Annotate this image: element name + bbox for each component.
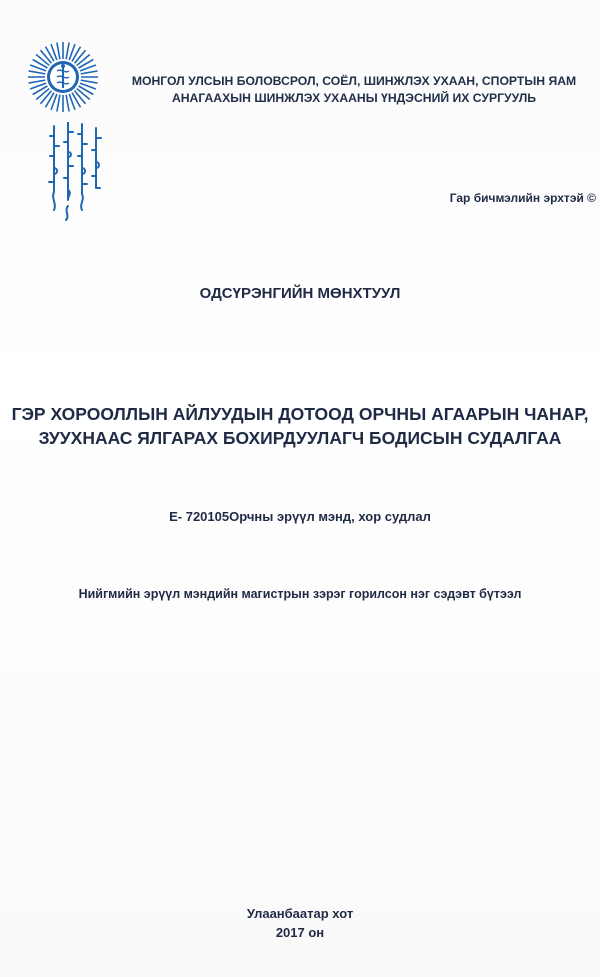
- institution-header: [108, 73, 600, 107]
- place-and-year: [0, 904, 600, 942]
- city: Улаанбаатар хот: [246, 906, 354, 921]
- specialty-code: Е- 720105Орчны эрүүл мэнд, хор судлал: [169, 509, 431, 524]
- university-emblem-icon: [26, 40, 100, 114]
- copyright-notice: Гар бичмэлийн эрхтэй ©: [449, 191, 596, 205]
- year: 2017 он: [275, 925, 325, 940]
- degree-statement: Нийгмийн эрүүл мэндийн магистрын зэрэг горилсон нэг сэдэвт бүтээл: [78, 587, 522, 601]
- university-name: АНАГААХЫН ШИНЖЛЭХ УХААНЫ ҮНДЭСНИЙ ИХ СУРГУУЛЬ: [171, 91, 537, 105]
- thesis-title: [0, 402, 600, 450]
- ministry-name: МОНГОЛ УЛСЫН БОЛОВСРОЛ, СОЁЛ, ШИНЖЛЭХ УХААН, СПОРТЫН ЯАМ: [131, 74, 577, 88]
- mongolian-script-emblem-icon: [46, 122, 106, 232]
- thesis-title-line2: ЗУУХНААС ЯЛГАРАХ БОХИРДУУЛАГЧ БОДИСЫН СУДАЛГАА: [38, 428, 562, 448]
- thesis-title-line1: ГЭР ХОРООЛЛЫН АЙЛУУДЫН ДОТООД ОРЧНЫ АГААРЫН ЧАНАР,: [11, 404, 589, 424]
- author-name: ОДСҮРЭНГИЙН МӨНХТУУЛ: [199, 285, 401, 302]
